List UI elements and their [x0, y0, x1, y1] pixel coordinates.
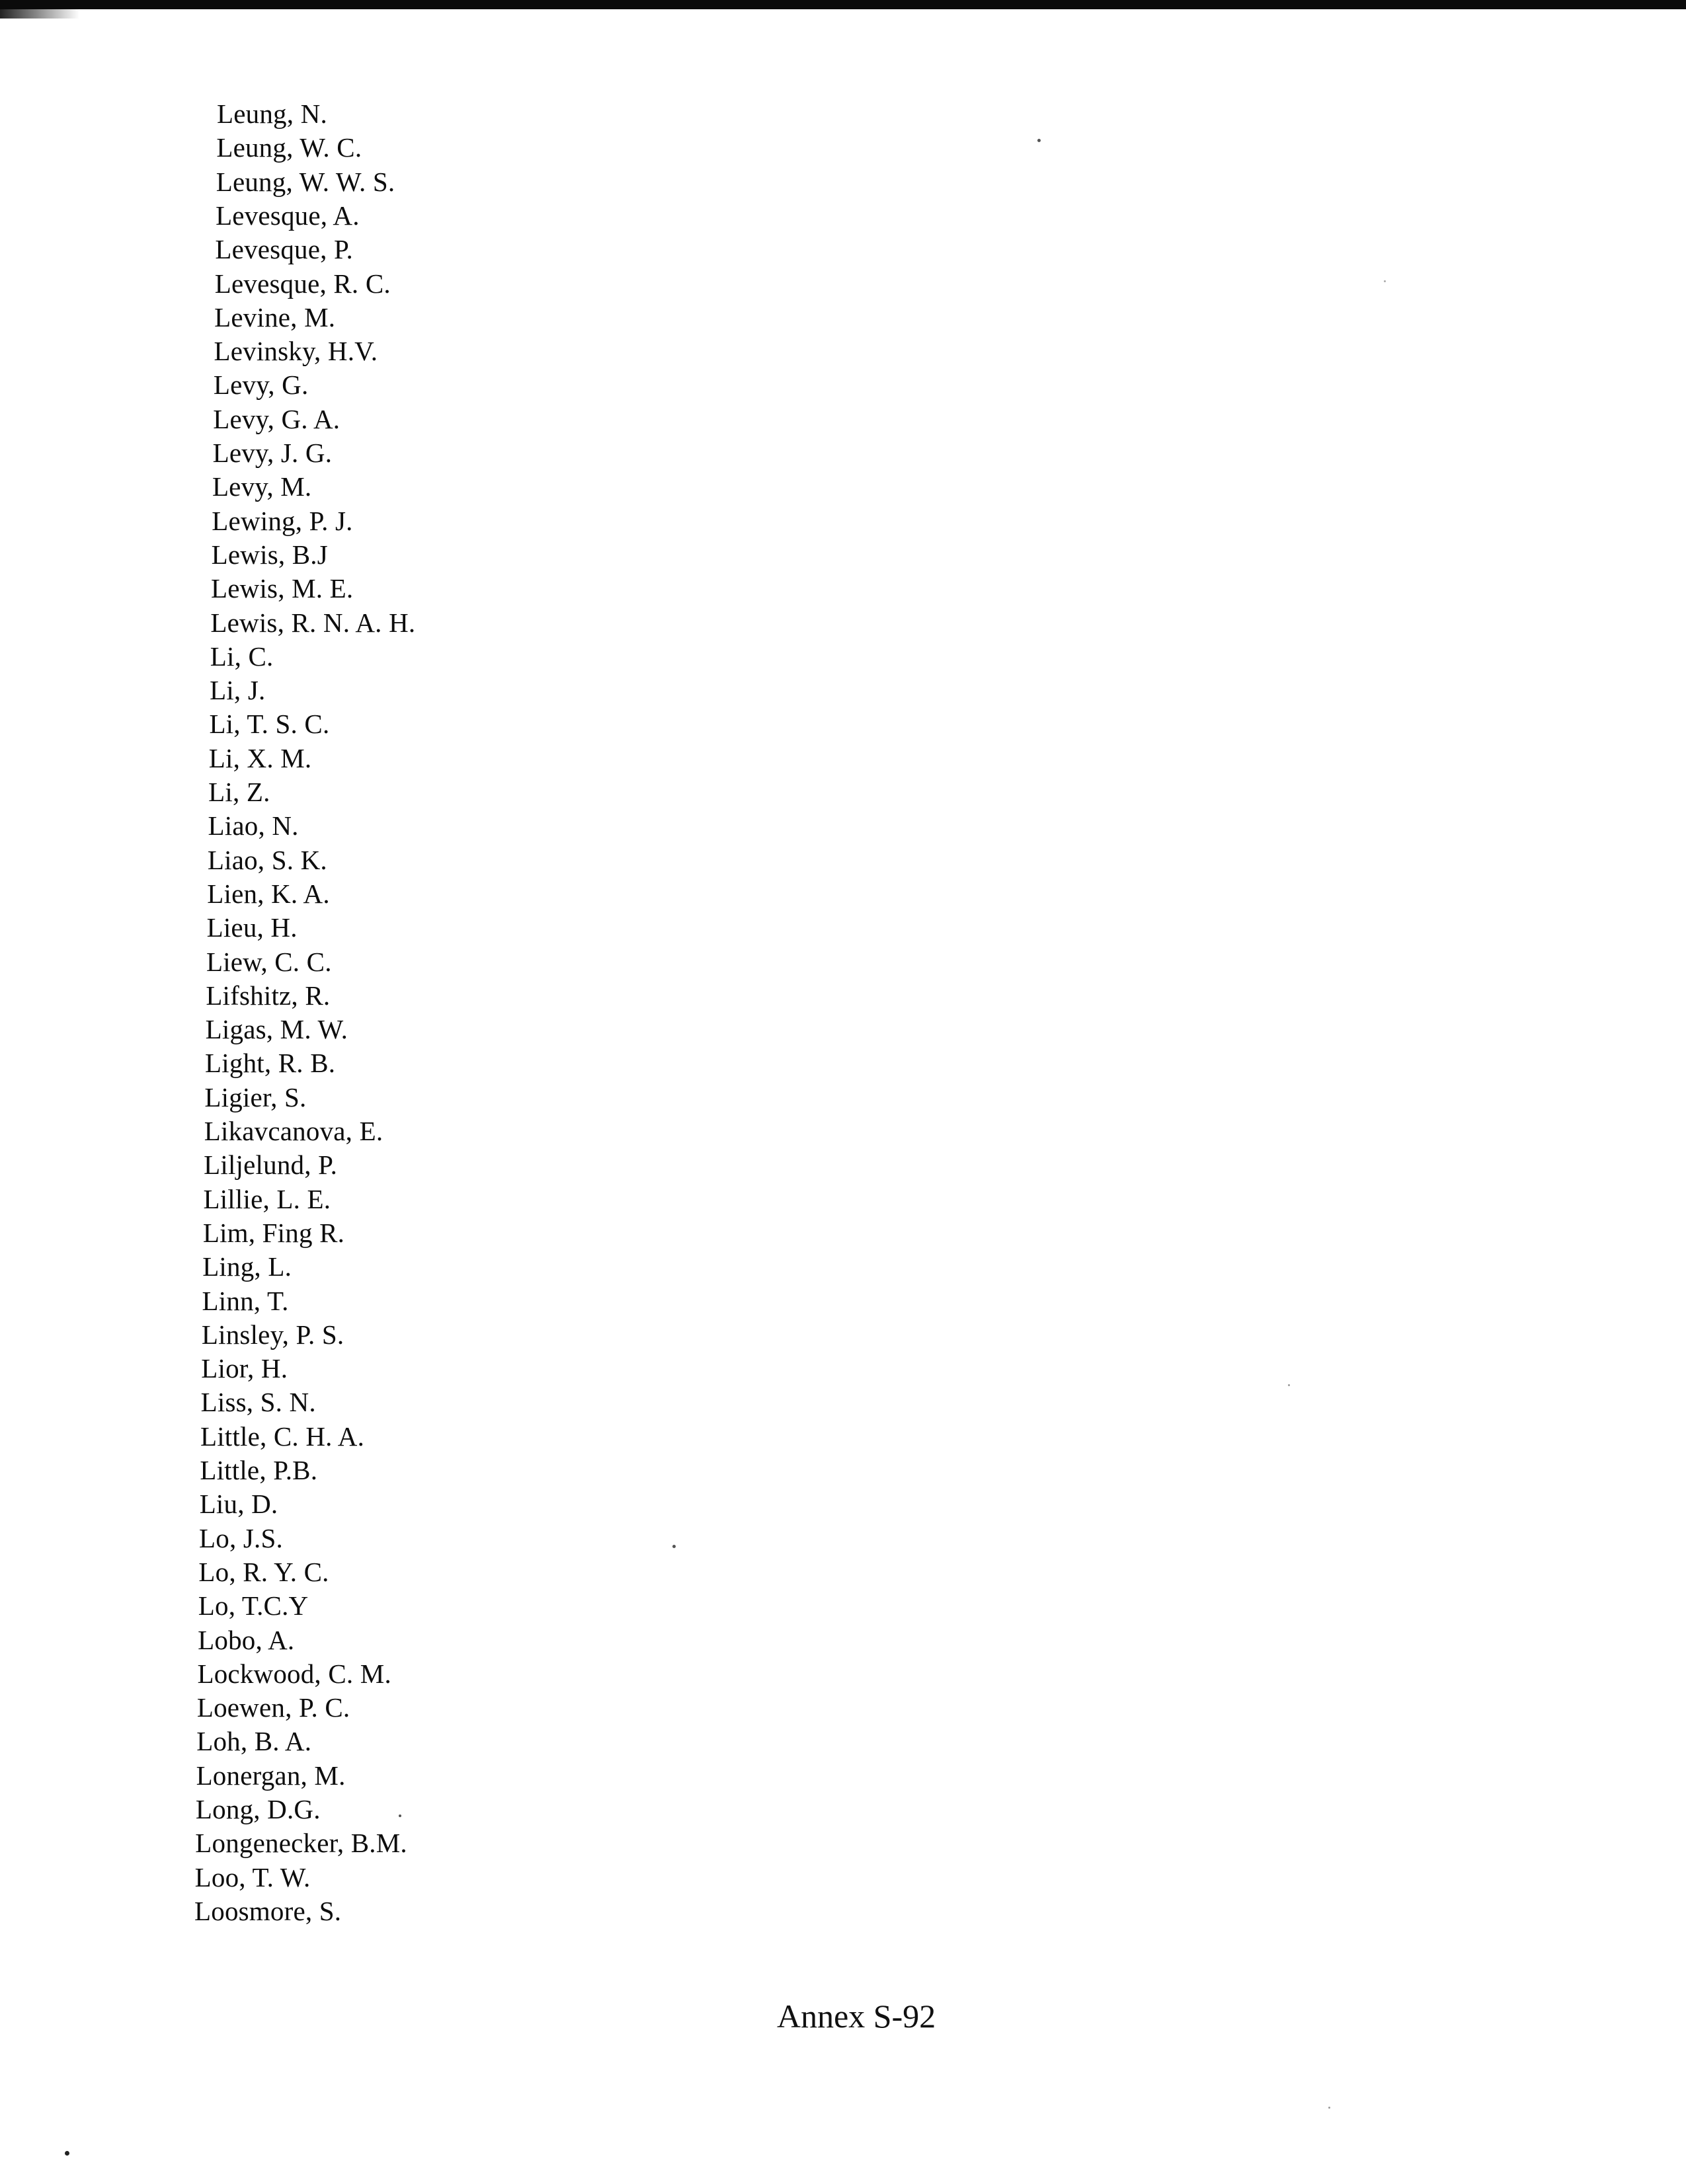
author-name-item: Li, T. S. C. — [209, 709, 330, 740]
author-name-item: Ligier, S. — [204, 1081, 307, 1112]
author-name-item: Longenecker, B.M. — [195, 1828, 407, 1859]
author-name-item: Little, C. H. A. — [200, 1421, 365, 1452]
author-name-item: Lewing, P. J. — [212, 505, 353, 536]
author-name-item: Levy, G. A. — [213, 403, 341, 434]
scan-speck — [1288, 1384, 1290, 1386]
author-name-item: Lior, H. — [201, 1353, 288, 1384]
author-name-item: Leung, W. C. — [216, 132, 362, 163]
page-footer-annex-label: Annex S-92 — [777, 1998, 936, 2035]
author-name-item: Liao, N. — [208, 810, 299, 841]
author-name-item: Loh, B. A. — [196, 1726, 312, 1757]
author-name-item: Ligas, M. W. — [205, 1014, 348, 1045]
author-name-item: Liew, C. C. — [206, 946, 332, 977]
author-name-item: Levy, G. — [213, 370, 309, 401]
author-name-item: Lewis, B.J — [211, 539, 328, 570]
author-name-item: Liljelund, P. — [204, 1150, 338, 1181]
author-name-item: Levy, J. G. — [212, 438, 333, 468]
author-name-item: Levine, M. — [214, 301, 336, 332]
author-name-item: Likavcanova, E. — [204, 1116, 383, 1146]
author-name-item: Lim, Fing R. — [202, 1217, 345, 1248]
author-name-item: Li, C. — [210, 641, 274, 672]
author-name-item: Linn, T. — [202, 1285, 289, 1316]
author-name-item: Lieu, H. — [206, 912, 298, 943]
author-name-item: Levy, M. — [212, 471, 312, 502]
scan-speck — [672, 1545, 676, 1548]
author-name-item: Levesque, R. C. — [214, 268, 391, 299]
author-name-item: Little, P.B. — [200, 1455, 318, 1485]
author-name-item: Lien, K. A. — [207, 878, 330, 909]
author-name-item: Levinsky, H.V. — [214, 336, 378, 367]
author-name-item: Lonergan, M. — [196, 1760, 346, 1791]
author-name-item: Ling, L. — [202, 1251, 292, 1282]
author-name-item: Lewis, R. N. A. H. — [210, 607, 416, 638]
author-name-item: Loosmore, S. — [194, 1895, 342, 1926]
author-name-item: Lifshitz, R. — [206, 980, 331, 1011]
author-name-item: Lo, R. Y. C. — [198, 1556, 329, 1587]
author-name-item: Loewen, P. C. — [196, 1692, 350, 1723]
author-name-item: Linsley, P. S. — [201, 1319, 344, 1350]
author-name-item: Li, X. M. — [208, 742, 312, 773]
author-name-item: Liao, S. K. — [207, 844, 327, 875]
author-name-item: Light, R. B. — [205, 1048, 336, 1079]
author-name-item: Lo, T.C.Y — [198, 1590, 309, 1621]
author-name-item: Li, Z. — [208, 777, 270, 807]
author-name-item: Levesque, P. — [215, 234, 353, 265]
scan-speck — [1328, 2107, 1330, 2109]
scan-speck — [1384, 280, 1386, 282]
author-name-item: Liu, D. — [199, 1489, 278, 1520]
author-name-item: Lobo, A. — [198, 1624, 295, 1655]
author-name-item: Lockwood, C. M. — [197, 1658, 391, 1689]
author-name-item: Lewis, M. E. — [211, 573, 354, 604]
author-name-item: Loo, T. W. — [194, 1861, 311, 1892]
scan-speck — [1037, 139, 1041, 142]
scan-speck — [65, 2151, 69, 2156]
scan-speck — [399, 1814, 401, 1817]
author-name-item: Levesque, A. — [216, 200, 360, 231]
author-name-item: Lo, J.S. — [199, 1522, 283, 1553]
author-name-item: Leung, W. W. S. — [216, 166, 395, 197]
author-name-item: Liss, S. N. — [200, 1387, 316, 1418]
author-name-item: Li, J. — [210, 675, 266, 706]
author-name-item: Long, D.G. — [195, 1794, 321, 1824]
author-name-item: Lillie, L. E. — [203, 1183, 331, 1214]
author-name-item: Leung, N. — [217, 98, 327, 129]
